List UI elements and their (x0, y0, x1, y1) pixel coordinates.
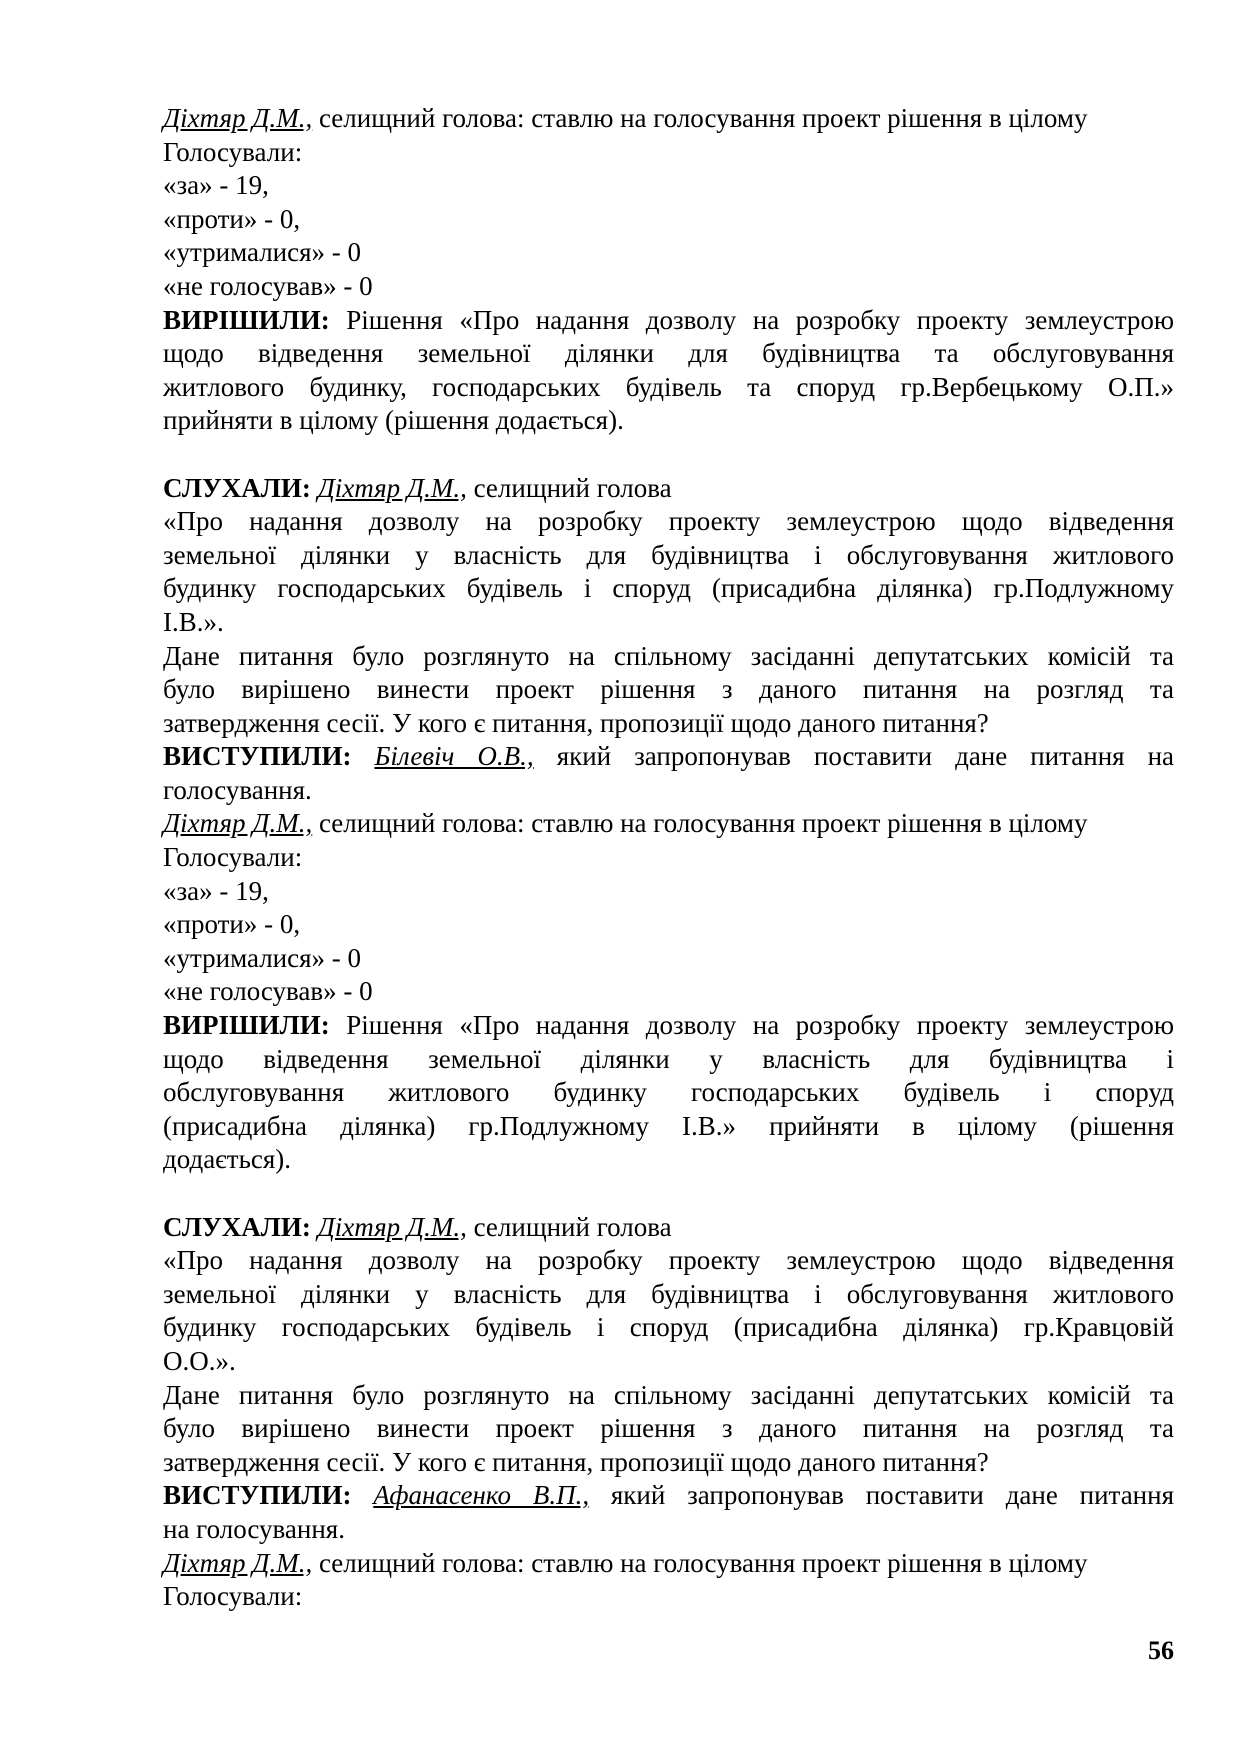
section-heading: СЛУХАЛИ: (163, 472, 311, 503)
text-run: щодо відведення земельної ділянки для будівництва та обслуговування (163, 338, 1174, 369)
text-line (163, 1278, 1174, 1312)
text-run: було вирішено винести проект рішення з даного питання на розгляд та (163, 674, 1174, 705)
text-line (163, 1143, 1174, 1177)
text-run: який запропонував поставити дане питання на (533, 741, 1175, 772)
section-heading: ВИСТУПИЛИ: (163, 741, 352, 772)
text-line (163, 807, 1174, 841)
text-run: на голосування. (163, 1513, 345, 1544)
text-run: «Про надання дозволу на розробку проекту землеустрою щодо відведення (163, 506, 1174, 537)
text-run: Дане питання було розглянуто на спільному засіданні депутатських комісій та (163, 1379, 1174, 1410)
text-line (163, 640, 1174, 674)
section-heading: ВИРІШИЛИ: (163, 304, 330, 335)
section-heading: ВИСТУПИЛИ: (163, 1480, 352, 1511)
text-run: «не голосував» - 0 (163, 976, 373, 1007)
text-run: земельної ділянки у власність для будівництва і обслуговування житлового (163, 1278, 1174, 1309)
text-run: «утрималися» - 0 (163, 237, 362, 268)
text-run: (присадибна ділянка) гр.Подлужному І.В.» прийняти в цілому (рішення (163, 1110, 1174, 1141)
text-run: було вирішено винести проект рішення з даного питання на розгляд та (163, 1413, 1174, 1444)
text-run: О.О.». (163, 1345, 236, 1376)
text-line (163, 908, 1174, 942)
text-line (163, 1446, 1174, 1480)
text-line (163, 1345, 1174, 1379)
text-run: затвердження сесії. У кого є питання, пропозиції щодо даного питання? (163, 1446, 989, 1477)
text-line (163, 472, 1174, 506)
text-run: «Про надання дозволу на розробку проекту землеустрою щодо відведення (163, 1245, 1174, 1276)
text-line (163, 841, 1174, 875)
speaker-name: Діхтяр Д.М., (163, 808, 313, 839)
text-run: Рішення «Про надання дозволу на розробку проекту землеустрою (329, 304, 1174, 335)
text-run: житлового будинку, господарських будівель та споруд гр.Вербецькому О.П.» (163, 371, 1174, 402)
text-line (163, 1009, 1174, 1043)
speaker-name: Білевіч О.В., (374, 741, 534, 772)
text-line (163, 975, 1174, 1009)
text-run: Голосували: (163, 136, 303, 167)
speaker-name: Діхтяр Д.М., (163, 103, 313, 133)
text-line (163, 270, 1174, 304)
speaker-name: Діхтяр Д.М., (317, 1211, 467, 1242)
text-run: будинку господарських будівель і споруд (присадибна ділянка) гр.Кравцовій (163, 1312, 1174, 1343)
speaker-name: Афанасенко В.П., (373, 1480, 590, 1511)
text-run: І.В.». (163, 606, 224, 637)
text-line (163, 1580, 1174, 1614)
text-line (163, 102, 1174, 136)
text-run: Голосували: (163, 842, 303, 873)
text-run: селищний голова: ставлю на голосування проект рішення в цілому (312, 103, 1088, 133)
text-line (163, 1076, 1174, 1110)
text-line (163, 337, 1174, 371)
document-body (163, 102, 1174, 1614)
text-line (163, 875, 1174, 909)
text-line (163, 136, 1174, 170)
text-line (163, 1547, 1174, 1581)
paragraph-spacer (163, 438, 1174, 472)
text-line (163, 606, 1174, 640)
text-run (311, 1212, 318, 1242)
text-run: селищний голова (466, 472, 672, 503)
text-line (163, 1211, 1174, 1245)
text-run: будинку господарських будівель і споруд (присадибна ділянка) гр.Подлужному (163, 573, 1174, 604)
text-line (163, 1513, 1174, 1547)
text-line (163, 404, 1174, 438)
text-line (163, 1311, 1174, 1345)
speaker-name: Діхтяр Д.М., (163, 1547, 313, 1578)
text-line (163, 572, 1174, 606)
text-run: «утрималися» - 0 (163, 942, 362, 973)
text-line (163, 1244, 1174, 1278)
text-run: голосування. (163, 774, 312, 805)
text-line (163, 1110, 1174, 1144)
text-line (163, 203, 1174, 237)
text-line (163, 1379, 1174, 1413)
text-run (351, 741, 374, 771)
text-run: селищний голова (466, 1211, 672, 1242)
speaker-name: Діхтяр Д.М., (317, 472, 467, 503)
text-line (163, 1412, 1174, 1446)
text-run: «проти» - 0, (163, 203, 301, 234)
text-run: затвердження сесії. У кого є питання, пропозиції щодо даного питання? (163, 707, 989, 738)
text-run: «проти» - 0, (163, 909, 301, 940)
paragraph-spacer (163, 1177, 1174, 1211)
text-run: селищний голова: ставлю на голосування проект рішення в цілому (312, 808, 1088, 839)
text-line (163, 707, 1174, 741)
text-line (163, 236, 1174, 270)
text-line (163, 539, 1174, 573)
text-run (351, 1480, 373, 1510)
text-line (163, 505, 1174, 539)
text-run: «за» - 19, (163, 875, 269, 906)
section-heading: ВИРІШИЛИ: (163, 1010, 330, 1041)
text-run: земельної ділянки у власність для будівництва і обслуговування житлового (163, 539, 1174, 570)
text-line (163, 304, 1174, 338)
text-line (163, 774, 1174, 808)
text-run: Голосували: (163, 1581, 303, 1612)
text-line (163, 673, 1174, 707)
text-run: додається). (163, 1144, 292, 1175)
text-run: який запропонував поставити дане питання (589, 1480, 1174, 1511)
text-line (163, 169, 1174, 203)
text-run: селищний голова: ставлю на голосування проект рішення в цілому (312, 1547, 1088, 1578)
text-run: обслуговування житлового будинку господарських будівель і споруд (163, 1077, 1174, 1108)
text-run (311, 473, 318, 503)
section-heading: СЛУХАЛИ: (163, 1211, 311, 1242)
text-run: «не голосував» - 0 (163, 270, 373, 301)
text-run: прийняти в цілому (рішення додається). (163, 405, 624, 436)
text-line (163, 371, 1174, 405)
text-line (163, 1043, 1174, 1077)
text-run: Рішення «Про надання дозволу на розробку проекту землеустрою (329, 1010, 1174, 1041)
text-line (163, 1479, 1174, 1513)
text-run: щодо відведення земельної ділянки у власність для будівництва і (163, 1043, 1174, 1074)
page-number: 56 (1148, 1636, 1174, 1665)
text-line (163, 740, 1174, 774)
text-run: «за» - 19, (163, 170, 269, 201)
text-run: Дане питання було розглянуто на спільному засіданні депутатських комісій та (163, 640, 1174, 671)
text-line (163, 942, 1174, 976)
